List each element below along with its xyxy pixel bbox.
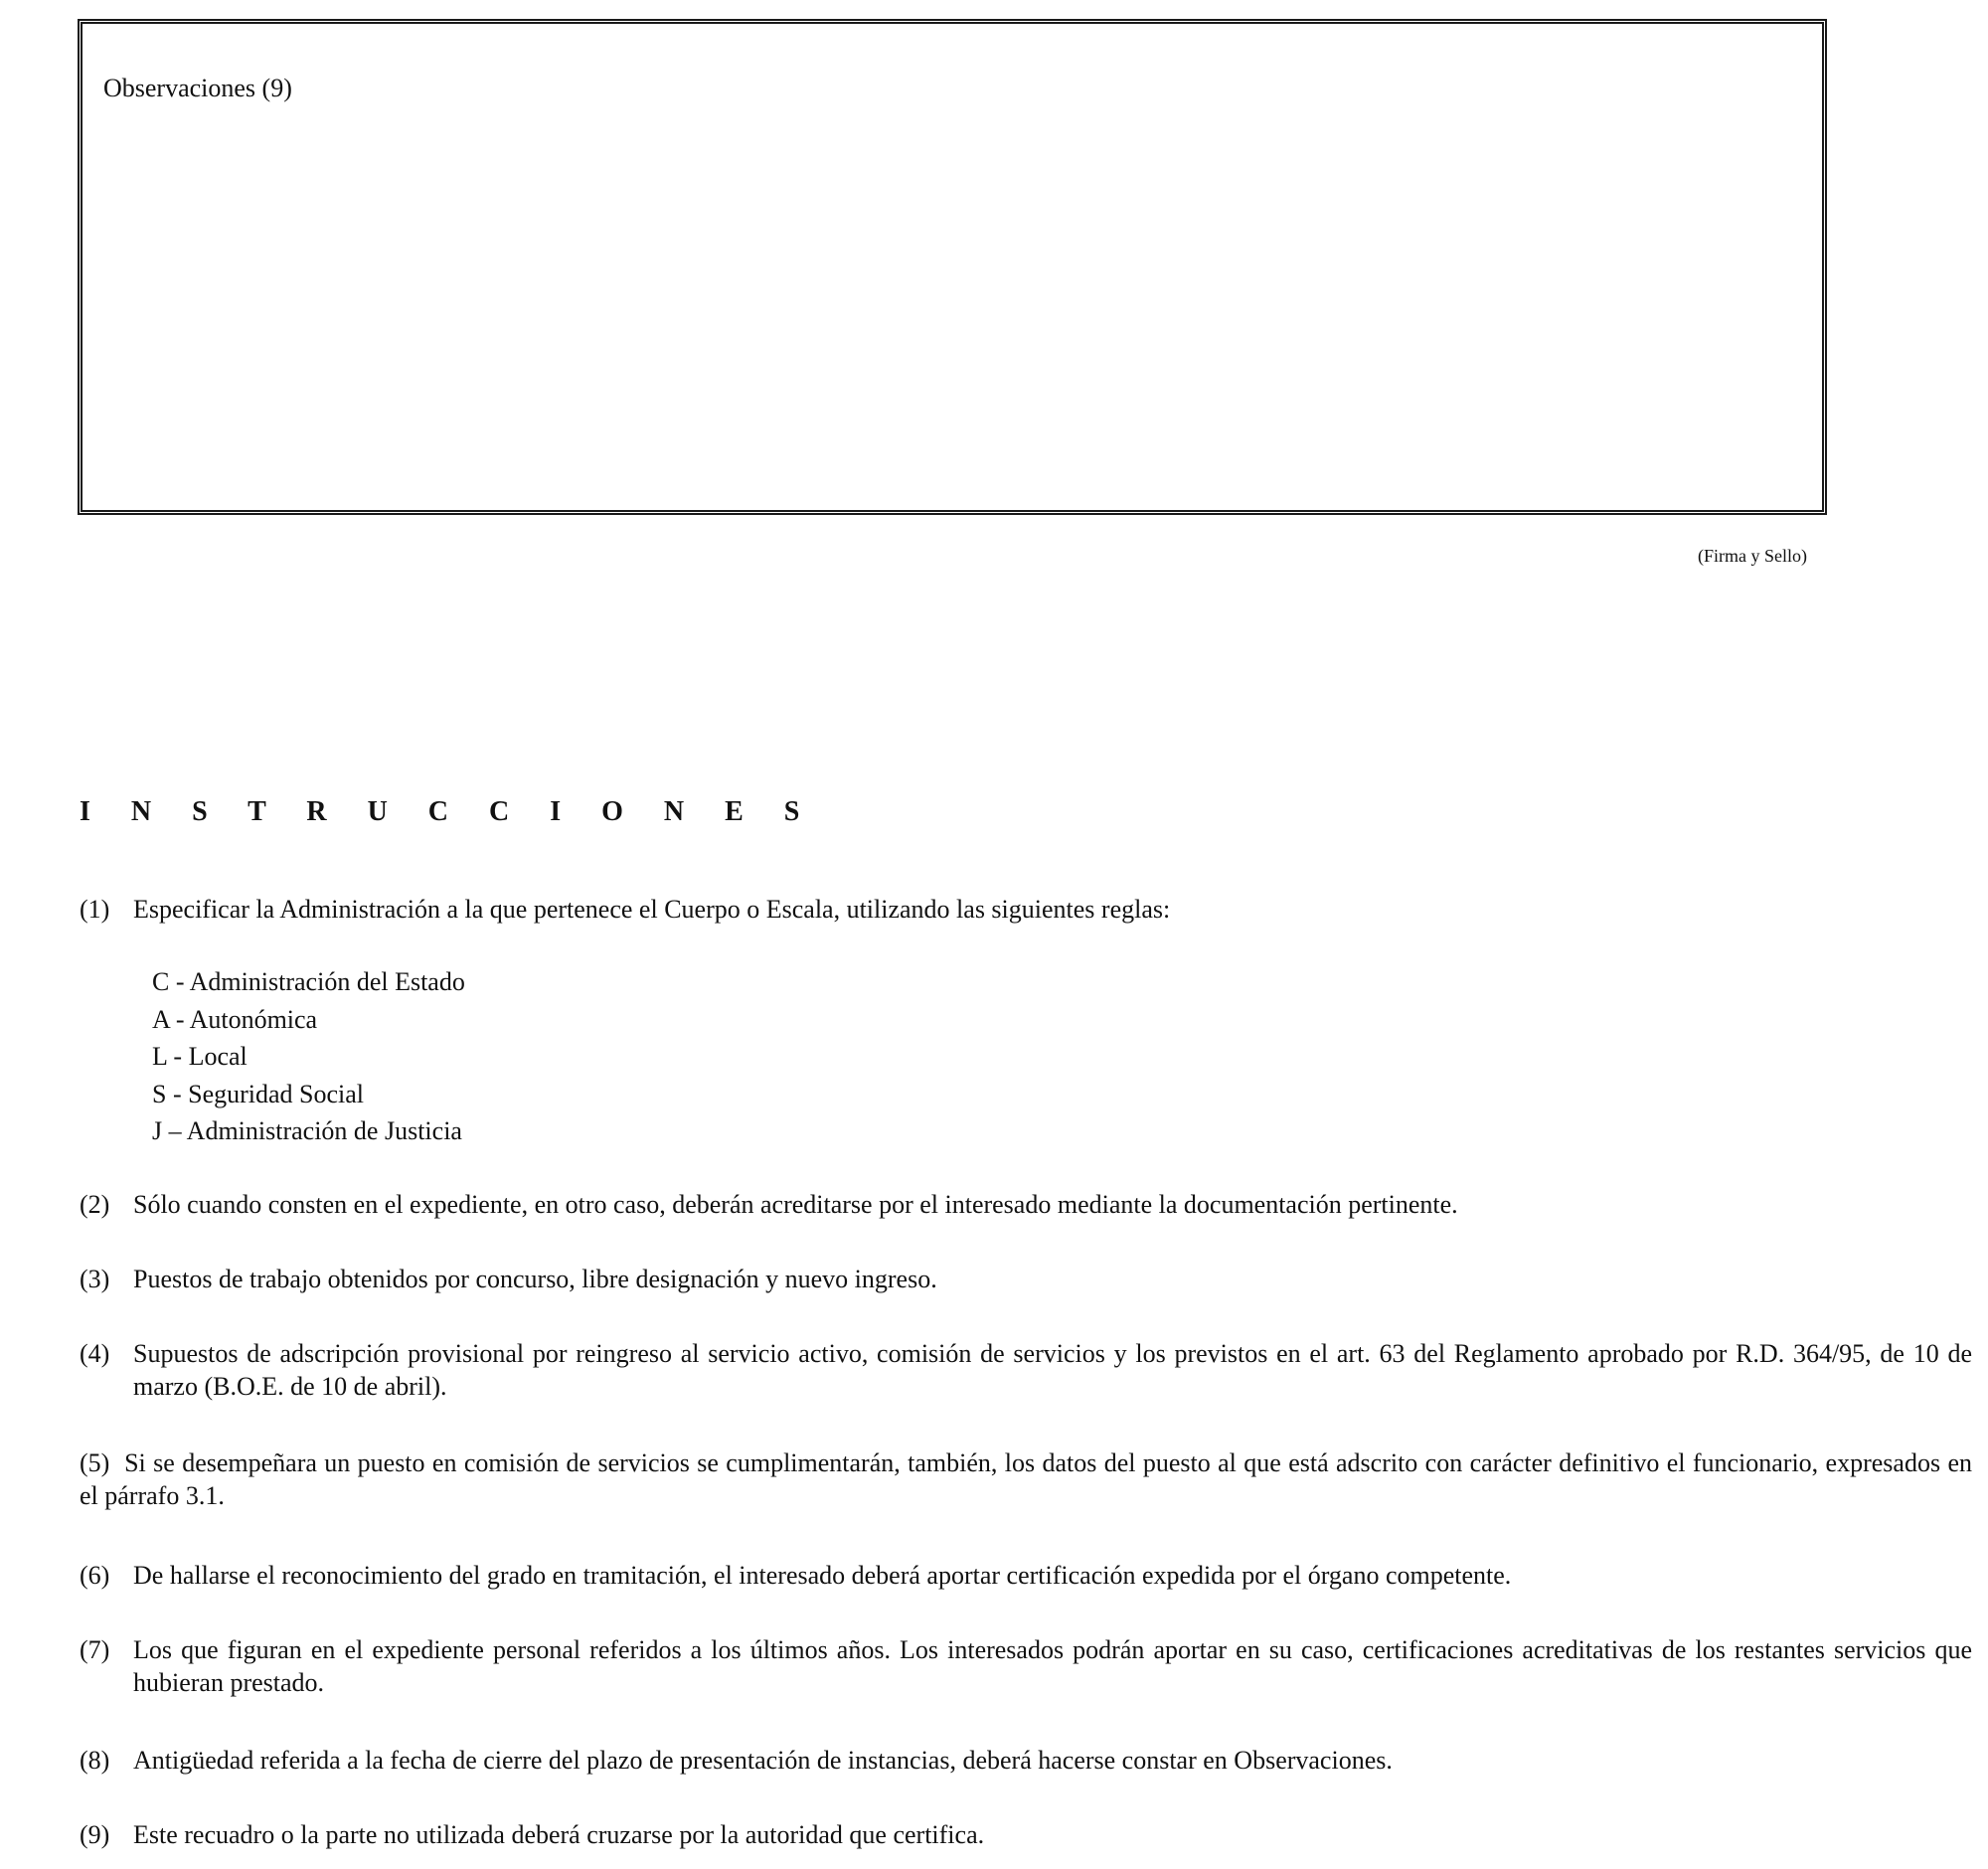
instruction-number: (5) [80,1448,110,1477]
instruction-number: (1) [80,895,110,924]
instruction-number: (2) [80,1190,110,1219]
instruction-item-7: Los que figuran en el expediente personal referidos a los últimos años. Los interesados podrán aportar en su caso, certificaciones acreditativas de los restantes servicios que hubieran prestado. [133,1635,1972,1697]
instruction-item-5 [80,1446,1972,1512]
admin-code-item: A - Autonómica [152,1004,318,1034]
instruction-item-2: Sólo cuando consten en el expediente, en otro caso, deberán acreditarse por el interesado mediante la documentación pertinente. [133,1190,1458,1219]
instruction-number: (7) [80,1635,110,1664]
instruction-item-6: De hallarse el reconocimiento del grado en tramitación, el interesado deberá aportar certificación expedida por el órgano competente. [133,1561,1512,1590]
instruction-item-8: Antigüedad referida a la fecha de cierre del plazo de presentación de instancias, deberá hacerse constar en Observaciones. [133,1746,1393,1775]
admin-code-list [152,963,465,1150]
instruction-number: (9) [80,1820,110,1849]
observations-box [78,19,1827,515]
instruction-text: Si se desempeñara un puesto en comisión de servicios se cumplimentarán, también, los datos del puesto al que está adscrito con carácter definitivo el funcionario, expresados en el párrafo 3.1. [80,1448,1972,1510]
instruction-item-3: Puestos de trabajo obtenidos por concurso, libre designación y nuevo ingreso. [133,1265,937,1293]
instruction-item-9: Este recuadro o la parte no utilizada deberá cruzarse por la autoridad que certifica. [133,1820,985,1849]
instruction-item-4: Supuestos de adscripción provisional por reingreso al servicio activo, comisión de servicios y los previstos en el art. 63 del Reglamento aprobado por R.D. 364/95, de 10 de marzo (B.O.E. de 10 de abril). [133,1339,1972,1401]
instruction-number: (4) [80,1339,110,1368]
instruction-number: (6) [80,1561,110,1590]
instruction-number: (3) [80,1265,110,1293]
observations-label: Observaciones (9) [103,74,292,102]
admin-code-item: C - Administración del Estado [152,967,465,996]
instructions-title: I N S T R U C C I O N E S [80,796,817,827]
admin-code-item: J – Administración de Justicia [152,1116,462,1145]
signature-stamp-label: (Firma y Sello) [1698,546,1807,566]
instruction-item-1: Especificar la Administración a la que pertenece el Cuerpo o Escala, utilizando las siguientes reglas: [133,895,1171,924]
instruction-number: (8) [80,1746,110,1775]
admin-code-item: S - Seguridad Social [152,1079,365,1108]
admin-code-item: L - Local [152,1042,248,1071]
